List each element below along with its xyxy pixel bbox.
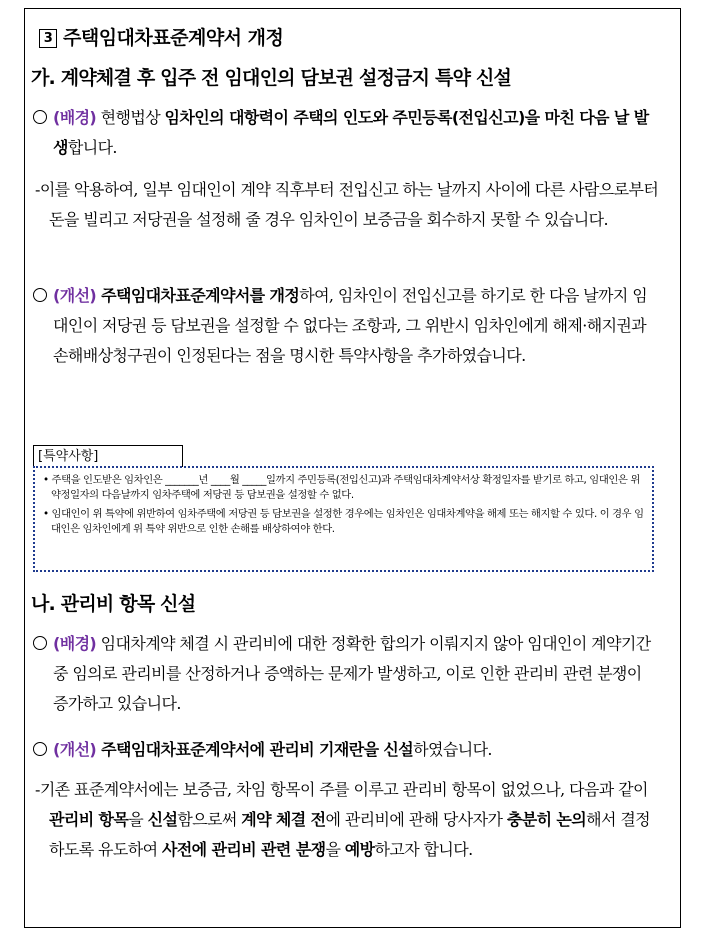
improvement-emphasis: 주택임대차표준계약서에 관리비 기재란을 신설 — [96, 740, 414, 759]
circle-bullet-icon — [33, 636, 47, 650]
improvement-tag: (개선) — [53, 740, 97, 759]
dash-text: 이를 악용하여, 일부 임대인이 계약 직후부터 전입신고 하는 날까지 사이에 다른 사람으로부터 돈을 빌리고 저당권을 설정해 줄 경우 임차인이 보증금을 회수하지 못할 수 있습니다. — [39, 180, 659, 229]
special-term-item: • 주택을 인도받은 임차인은 _______년 ____월 _____일까지 주민등록(전입신고)과 주택임대차계약서상 확정일자를 받기로 하고, 임대인은 위 약정일자의 다음날까지 임차주택에 저당권 등 담보권을 설정할 수 없다. — [43, 474, 640, 501]
dash-text: 을 — [325, 840, 345, 859]
improvement-tag: (개선) — [53, 286, 97, 305]
sub-b-background-paragraph — [33, 629, 660, 719]
special-term-item: • 임대인이 위 특약에 위반하여 임차주택에 저당권 등 담보권을 설정한 경우에는 임차인은 임대차계약을 해제 또는 해지할 수 있다. 이 경우 임대인은 임차인에게 위 특약 위반으로 인한 손해를 배상하여야 한다. — [43, 508, 644, 535]
circle-bullet-icon — [33, 288, 47, 302]
sub-b-dash-paragraph — [33, 775, 660, 865]
dash-emphasis: 계약 체결 전 — [241, 810, 326, 829]
special-term-text: 주택을 인도받은 임차인은 _______년 ____월 _____일까지 주민등록(전입신고)과 주택임대차계약서상 확정일자를 받기로 하고, 임대인은 위 약정일자의 다음날까지 임차주택에 저당권 등 담보권을 설정할 수 없다. — [51, 474, 640, 501]
section-heading — [39, 23, 283, 50]
circle-bullet-icon — [33, 742, 47, 756]
dash-text: 함으로써 — [177, 810, 242, 829]
dash-emphasis: 사전에 관리비 관련 분쟁 — [161, 840, 326, 859]
background-text-end: 합니다. — [67, 138, 117, 157]
sub-a-background-paragraph — [33, 103, 660, 163]
section-title: 주택임대차표준계약서 개정 — [63, 27, 284, 49]
dash-emphasis: 예방 — [344, 840, 375, 859]
improvement-text: 하여, 임차인이 전입신고를 하기로 한 다음 날까지 임대인이 저당권 등 담보권을 설정할 수 없다는 조항과, 그 위반시 임차인에게 해제·해지권과 손해배상청구권이 인정된다는 점을 명시한 특약사항을 추가하였습니다. — [53, 286, 648, 365]
special-terms-box — [33, 445, 654, 573]
background-tag: (배경) — [53, 108, 97, 127]
sub-b-improvement-paragraph — [33, 735, 660, 765]
dash-emphasis: 충분히 논의 — [506, 810, 587, 829]
dash-emphasis: 관리비 항목 — [49, 810, 129, 829]
dash-text: 해서 결정하도록 유도하여 — [49, 810, 651, 859]
dash-bullet: - — [35, 180, 40, 199]
special-terms-title: [특약사항] — [33, 445, 183, 467]
circle-bullet-icon — [33, 110, 47, 124]
section-number: 3 — [39, 29, 57, 48]
dash-text: 하고자 합니다. — [374, 840, 473, 859]
special-term-text: 임대인이 위 특약에 위반하여 임차주택에 저당권 등 담보권을 설정한 경우에는 임차인은 임대차계약을 해제 또는 해지할 수 있다. 이 경우 임대인은 임차인에게 위 특약 위반으로 인한 손해를 배상하여야 한다. — [51, 508, 644, 535]
dash-text: 기존 표준계약서에는 보증금, 차임 항목이 주를 이루고 관리비 항목이 없었으나, 다음과 같이 — [39, 780, 648, 799]
dash-text: 에 관리비에 관해 당사자가 — [325, 810, 507, 829]
dash-emphasis: 신설 — [147, 810, 178, 829]
background-text: 임대차계약 체결 시 관리비에 대한 정확한 합의가 이뤄지지 않아 임대인이 계약기간 중 임의로 관리비를 산정하거나 증액하는 문제가 발생하고, 이로 인한 관리비 관련 분쟁이 증가하고 있습니다. — [53, 634, 651, 713]
sub-a-dash-paragraph — [33, 175, 660, 235]
subsection-b-heading: 나. 관리비 항목 신설 — [31, 593, 196, 615]
sub-a-improvement-paragraph — [33, 281, 660, 371]
document-frame — [24, 8, 681, 928]
special-terms-body — [33, 466, 654, 572]
background-emphasis: 임차인의 대항력이 주택의 인도와 주민등록(전입신고)을 마친 다음 날 발생 — [53, 108, 649, 157]
dash-text: 을 — [128, 810, 148, 829]
background-tag: (배경) — [53, 634, 97, 653]
dash-bullet: - — [35, 780, 40, 799]
subsection-a-heading: 가. 계약체결 후 입주 전 임대인의 담보권 설정금지 특약 신설 — [31, 67, 512, 89]
improvement-text: 하였습니다. — [413, 740, 492, 759]
background-text: 현행법상 — [96, 108, 165, 127]
improvement-emphasis: 주택임대차표준계약서를 개정 — [96, 286, 300, 305]
